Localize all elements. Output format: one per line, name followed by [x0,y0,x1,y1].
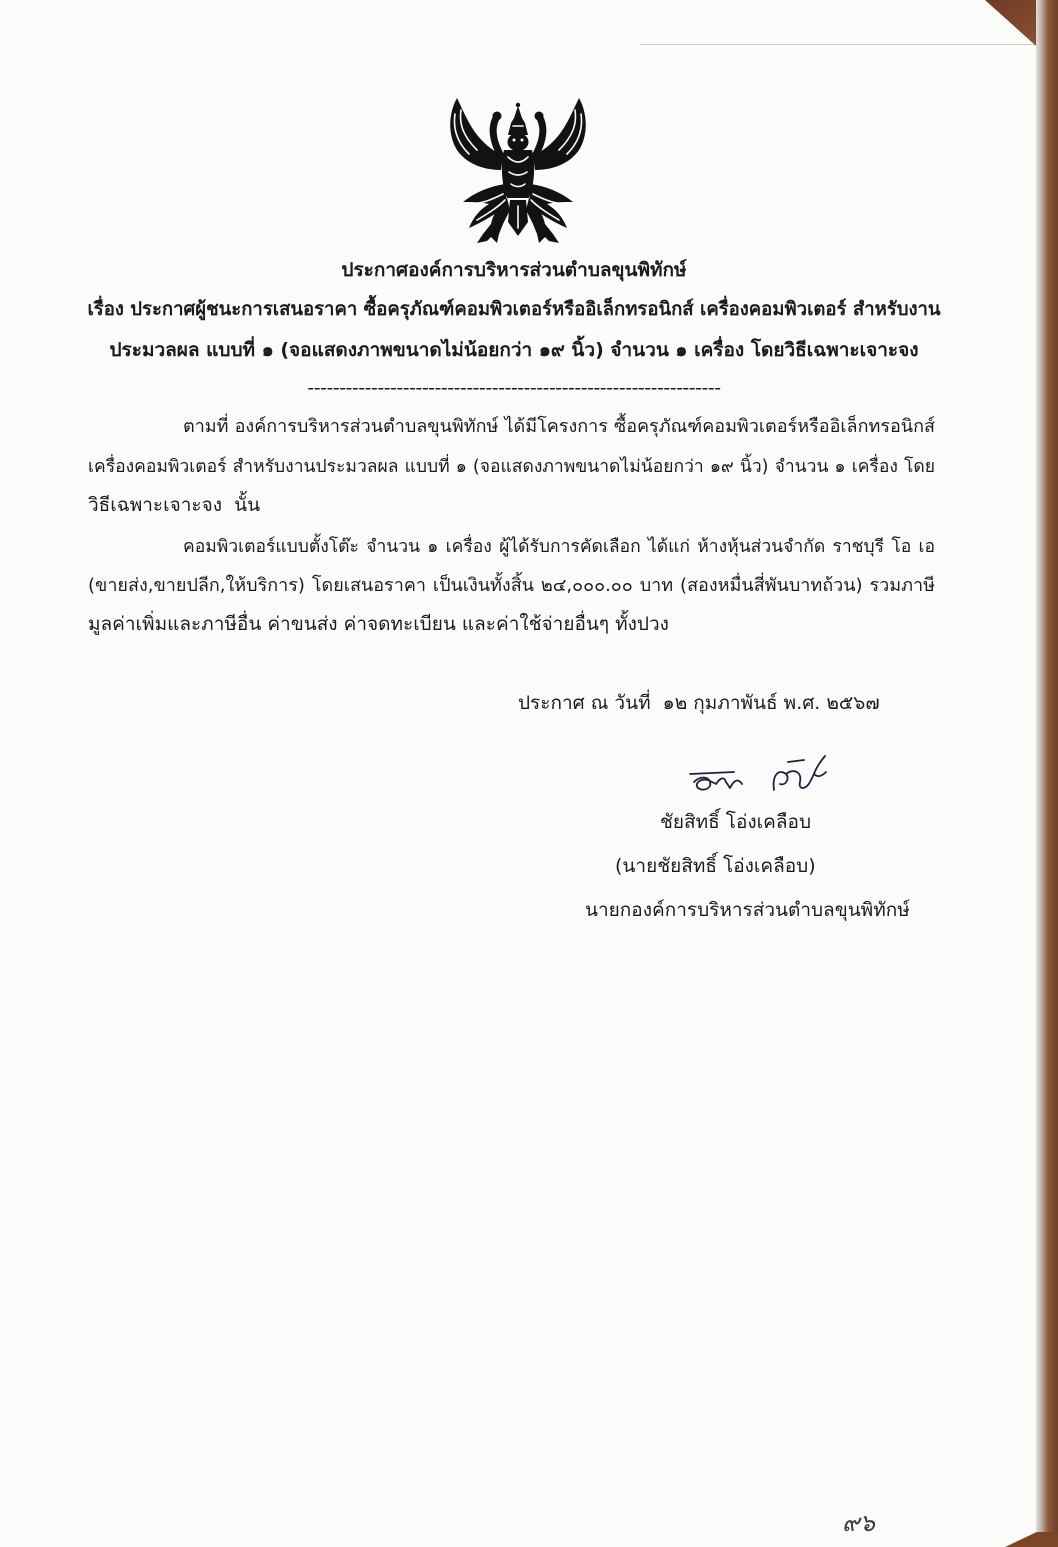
signature-image [686,752,831,804]
signatory-full-name: (นายชัยสิทธิ์ โอ่งเคลือบ) [615,855,816,877]
announcement-date: ประกาศ ณ วันที่ ๑๒ กุมภาพันธ์ พ.ศ. ๒๕๖๗ [518,692,880,714]
signatory-name: ชัยสิทธิ์ โอ่งเคลือบ [660,811,811,833]
paragraph-line: คอมพิวเตอร์แบบตั้งโต๊ะ จำนวน ๑ เครื่อง ผู้ได้รับการคัดเลือก ได้แก่ ห้างหุ้นส่วนจำกัด ราชบุรี โอ เอ [183,537,935,557]
signatory-position: นายกองค์การบริหารส่วนตำบลขุนพิทักษ์ [585,899,910,921]
subject-line: เรื่อง ประกาศผู้ชนะการเสนอราคา ซื้อครุภัณฑ์คอมพิวเตอร์หรืออิเล็กทรอนิกส์ เครื่องคอมพิวเตอร์ สำหรับงาน [87,299,941,320]
separator-line: ----------------------------------------------------------------- [307,377,721,399]
subject-line: ประมวลผล แบบที่ ๑ (จอแสดงภาพขนาดไม่น้อยกว่า ๑๙ นิ้ว) จำนวน ๑ เครื่อง โดยวิธีเฉพาะเจาะจง [109,339,919,361]
paragraph-line: มูลค่าเพิ่มและภาษีอื่น ค่าขนส่ง ค่าจดทะเบียน และค่าใช้จ่ายอื่นๆ ทั้งปวง [88,613,669,635]
page-number: ๙๖ [842,1509,875,1537]
paragraph-line: เครื่องคอมพิวเตอร์ สำหรับงานประมวลผล แบบที่ ๑ (จอแสดงภาพขนาดไม่น้อยกว่า ๑๙ นิ้ว) จำนวน ๑ เครื่อง โดย [88,457,935,477]
paragraph-line: (ขายส่ง,ขายปลีก,ให้บริการ) โดยเสนอราคา เป็นเงินทั้งสิ้น ๒๔,๐๐๐.๐๐ บาท (สองหมื่นสี่พันบาทถ้วน) รวมภาษี [88,575,935,596]
paragraph-line: ตามที่ องค์การบริหารส่วนตำบลขุนพิทักษ์ ได้มีโครงการ ซื้อครุภัณฑ์คอมพิวเตอร์หรืออิเล็กทรอนิกส์ [183,416,935,437]
document-title: ประกาศองค์การบริหารส่วนตำบลขุนพิทักษ์ [341,259,687,281]
paper-right-edge [1036,0,1058,1547]
garuda-emblem-icon [447,94,589,246]
underlying-sheet-edge [640,44,1040,45]
paragraph-line: วิธีเฉพาะเจาะจง นั้น [88,494,261,516]
